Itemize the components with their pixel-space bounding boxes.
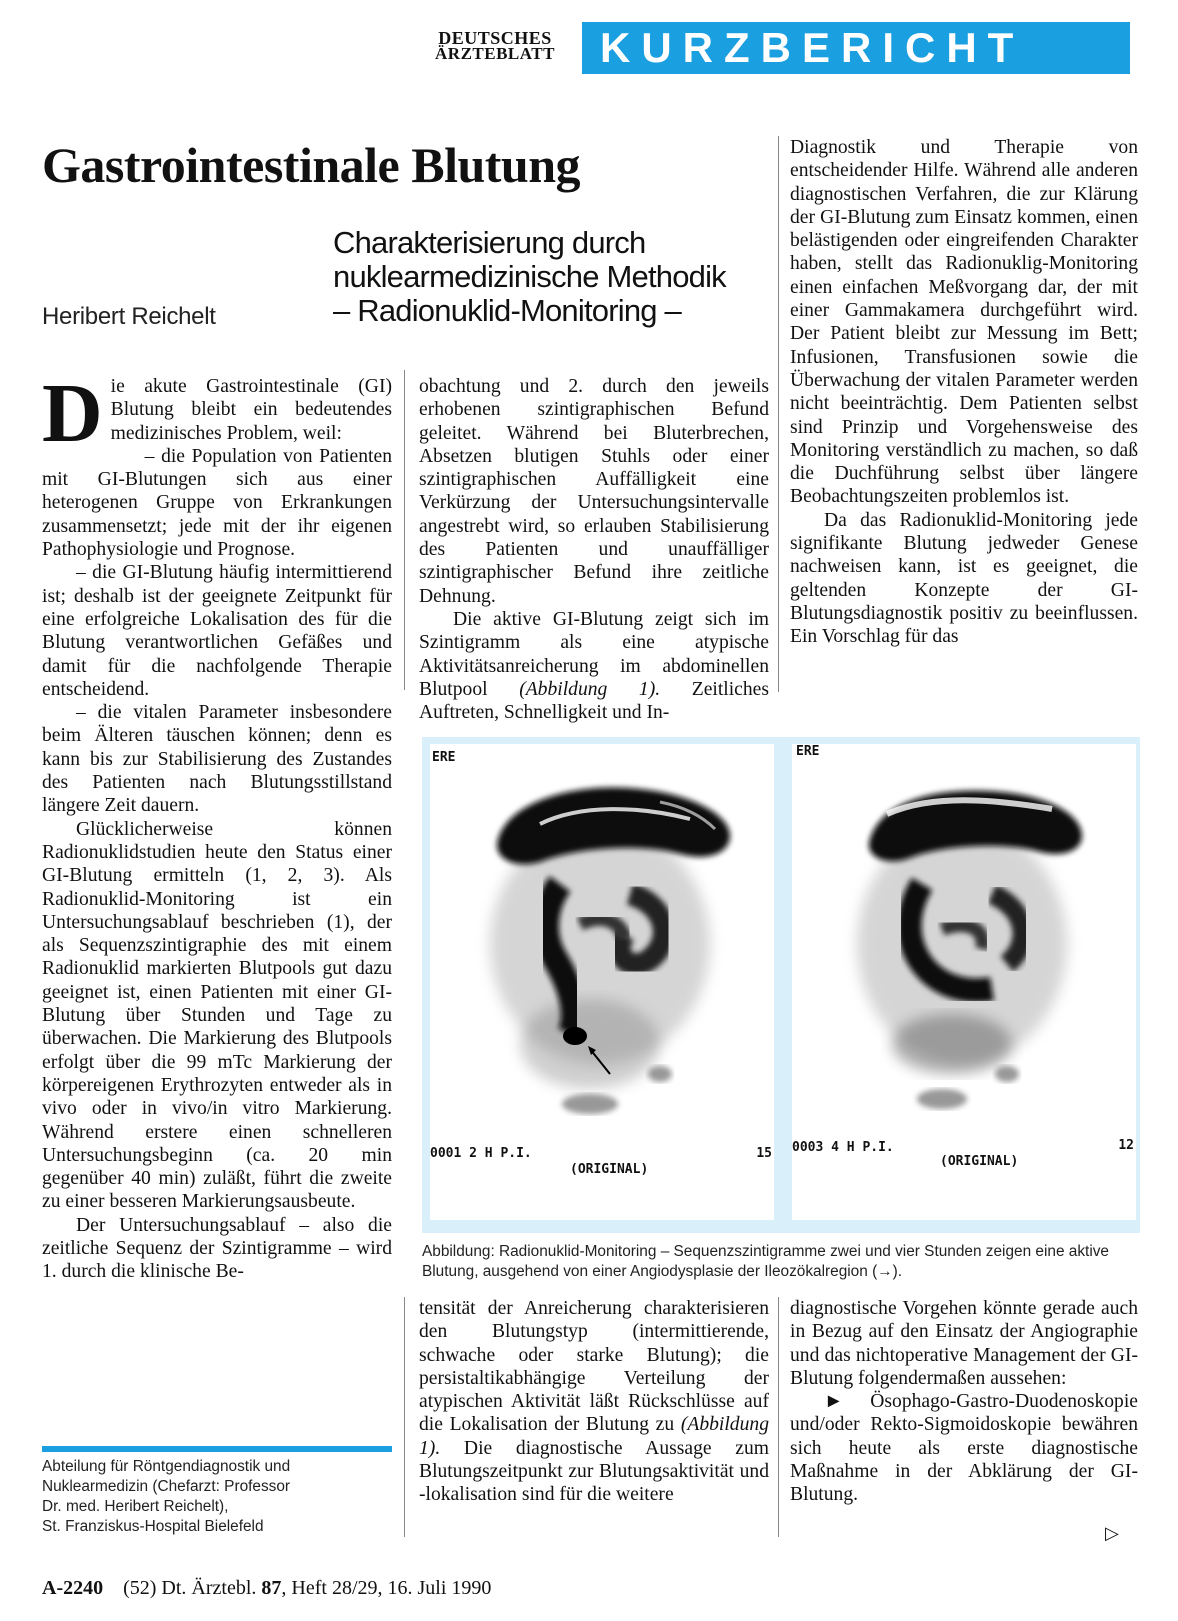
- article-subtitle: [333, 226, 773, 328]
- list-item: – die vitalen Parameter insbesondere beim Älteren täuschen können; denn es kann bis zur Stabilisierung des Zustandes des Patienten nach Blutungsstillstand längere Zeit dauern.: [42, 702, 392, 817]
- subtitle-line: nuklearmedizinische Methodik: [333, 259, 726, 294]
- paragraph: Die aktive GI-Blutung zeigt sich im Szintigramm als eine atypische Aktivitätsanreicherung im abdominellen Blutpool (Abbildung 1). Zeitliches Auftreten, Schnelligkeit und In-: [419, 608, 769, 724]
- image-tag: (ORIGINAL): [570, 1162, 649, 1177]
- figure-reference: (Abbildung 1).: [419, 1414, 769, 1459]
- continue-arrow-icon: ▷: [1105, 1523, 1119, 1543]
- article-title: Gastrointestinale Blutung: [42, 137, 581, 193]
- frame-number: 12: [1118, 1138, 1134, 1153]
- author-affiliation: Abteilung für Röntgendiagnostik und Nuklearmedizin (Chefarzt: Professor Dr. med. Heribert Reichelt), St. Franziskus-Hospital Bielefeld: [42, 1458, 291, 1535]
- section-banner: KURZBERICHT: [582, 22, 1130, 74]
- affiliation-rule: [42, 1446, 392, 1452]
- view-label: ERE: [796, 744, 820, 759]
- drop-cap: D: [42, 367, 103, 460]
- masthead-line2: ÄRZTEBLATT: [435, 44, 555, 63]
- body-column-3-lower: [790, 1297, 1138, 1507]
- paragraph: obachtung und 2. durch den jeweils erhobenen szintigraphischen Befund geleitet. Während bei Bluterbrechen, Absetzen blutigen Stuhls oder einer szintigraphischen Auffälligkeit eine Verkürzung der Untersuchungsintervalle angestrebt wird, so erlauben Stabilisierung des Patienten und unauffälliger szintigraphischer Befund ihre zeitliche Dehnung.: [419, 376, 769, 607]
- journal-masthead: [410, 30, 580, 62]
- column-rule: [778, 136, 779, 692]
- paragraph: Glücklicherweise können Radionuklidstudien heute den Status einer GI-Blutung ermitteln (1, 2, 3). Als Radionuklid-Monitoring ist ein Untersuchungsablauf beschrieben (1), der als Sequenzszintigraphie des mit einem Radionuklid markierten Blutpools gut dazu geeignet ist, einen Patienten mit einer GI-Blutung über Stunden und Tage zu überwachen. Die Markierung des Blutpools erfolgt über die 99 mTc Markierung der körpereigenen Erythrozyten entweder als in vivo oder in vivo/in vitro Markierung. Während erstere einen schnelleren Untersuchungsbeginn (ca. 20 min gegenüber 40 min) zuläßt, führt die zweite zu einer besseren Markierungsausbeute.: [42, 818, 392, 1213]
- scintigram-4h: [792, 744, 1136, 1220]
- subtitle-line: – Radionuklid-Monitoring –: [333, 293, 681, 328]
- figure-reference: (Abbildung 1).: [519, 678, 661, 700]
- masthead-line1: DEUTSCHES: [438, 28, 552, 48]
- journal-volume: 87: [261, 1577, 282, 1599]
- page-footer: A-2240 (52) Dt. Ärztebl. 87, Heft 28/29, 16. Juli 1990: [42, 1577, 492, 1599]
- paragraph: diagnostische Vorgehen könnte gerade auch in Bezug auf den Einsatz der Angiographie und das nichtoperative Management der GI-Blutung folgendermaßen aussehen:: [790, 1298, 1138, 1389]
- bullet-triangle-icon: ►: [824, 1391, 844, 1413]
- paragraph: Der Untersuchungsablauf – also die zeitliche Sequenz der Szintigramme – wird 1. durch die klinische Be-: [42, 1214, 392, 1283]
- scintigram-figure: [422, 737, 1140, 1233]
- image-tag: (ORIGINAL): [940, 1154, 1019, 1169]
- author-name: Heribert Reichelt: [42, 303, 216, 330]
- list-item: ► Ösophago-Gastro-Duodenoskopie und/oder Rekto-Sigmoidoskopie bewähren sich heute als erste diagnostische Maßnahme in der Abklärung der GI-Blutung.: [790, 1391, 1138, 1506]
- column-rule: [404, 370, 405, 690]
- view-label: ERE: [432, 750, 456, 765]
- list-item: – die GI-Blutung häufig intermittierend ist; deshalb ist der geeignete Zeitpunkt für eine erfolgreiche Lokalisation des für die Blutung verantwortlichen Gefäßes und damit für die nachfolgende Therapie entscheidend.: [42, 562, 392, 700]
- body-column-2-lower: [419, 1297, 769, 1507]
- paragraph: tensität der Anreicherung charakterisieren den Blutungstyp (intermittierende, schwache oder starke Blutung); die persistaltikabhängige Verteilung der atypischen Aktivität läßt Rückschlüsse auf die Lokalisation der Blutung zu (Abbildung 1). Die diagnostische Aussage zum Blutungszeitpunkt zur Blutungsaktivität und -lokalisation sind für die weitere: [419, 1298, 769, 1506]
- subtitle-line: Charakterisierung durch: [333, 225, 646, 260]
- frame-number: 15: [756, 1146, 772, 1161]
- body-column-3: [790, 136, 1138, 649]
- paragraph: Diagnostik und Therapie von entscheidender Hilfe. Während alle anderen diagnostischen Verfahren, die zur Klärung der GI-Blutung zum Einsatz kommen, einen belästigenden oder eingreifenden Charakter haben, stellt das Radionuklig-Monitoring einen einfachen Meßvorgang dar, der mit einer Gammakamera durchgeführt wird. Der Patient bleibt zur Messung im Bett; Infusionen, Transfusionen sowie die Überwachung der vitalen Parameter werden nicht beeinträchtig. Dem Patienten selbst sind Prinzip und Vorgehensweise des Monitoring verständlich zu machen, so daß die Duchführung selbst über längere Beobachtungszeiten problemlos ist.: [790, 137, 1138, 508]
- figure-caption: Abbildung: Radionuklid-Monitoring – Sequenzszintigramme zwei und vier Stunden zeigen eine aktive Blutung, ausgehend von einer Angiodysplasie der Ileozökalregion (→).: [422, 1243, 1109, 1280]
- list-item: – die Population von Patienten mit GI-Blutungen sich aus einer heterogenen Gruppe von Erkrankungen zusammensetzt; jede mit der ihr eigenen Pathophysiologie und Prognose.: [42, 445, 392, 561]
- frame-counter: 0001 2 H P.I.: [430, 1146, 532, 1161]
- column-rule: [404, 1297, 405, 1537]
- body-column-2: [419, 375, 769, 724]
- body-column-1: [42, 367, 392, 1284]
- frame-counter: 0003 4 H P.I.: [792, 1140, 894, 1155]
- intro-paragraph: Die akute Gastrointestinale (GI) Blutung bleibt ein bedeutendes medizinisches Problem, weil:: [42, 367, 392, 460]
- column-rule: [778, 1297, 779, 1537]
- page-number: A-2240: [42, 1577, 104, 1599]
- scintigram-2h: [430, 744, 774, 1220]
- paragraph: Da das Radionuklid-Monitoring jede signifikante Blutung jedweder Genese nachweisen kann, ist es geeignet, die geltenden Konzepte der GI-Blutungsdiagnostik positiv zu beeinflussen. Ein Vorschlag für das: [790, 509, 1138, 648]
